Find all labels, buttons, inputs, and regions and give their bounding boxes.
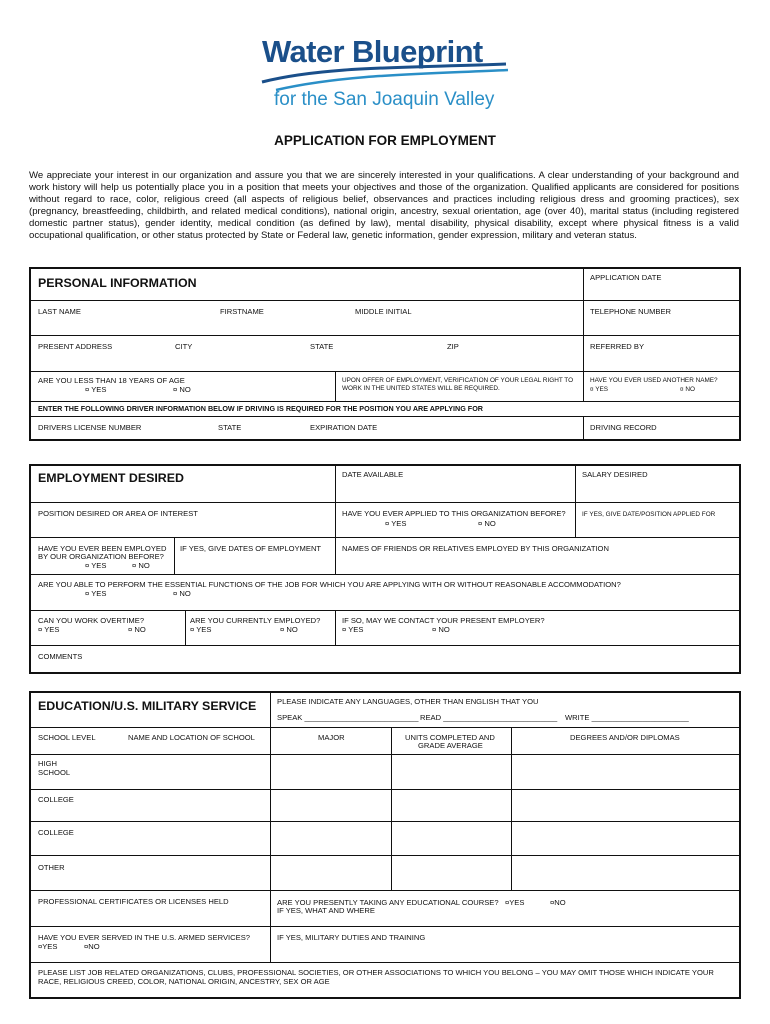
under-18-no-checkbox[interactable]: ¤ NO [173,385,191,394]
essential-yes-checkbox[interactable]: ¤ YES [85,589,107,598]
currently-employed-question: ARE YOU CURRENTLY EMPLOYED? [190,616,321,625]
expiration-date-field[interactable]: EXPIRATION DATE [310,423,378,432]
contact-employer-question: IF SO, MAY WE CONTACT YOUR PRESENT EMPLOYER? [342,616,545,625]
educational-course-no-checkbox[interactable]: ¤NO [550,898,566,907]
contact-employer-yes-checkbox[interactable]: ¤ YES [342,625,364,634]
license-state-field[interactable]: STATE [218,423,242,432]
employed-before-question-2: BY OUR ORGANIZATION BEFORE? [38,552,164,561]
position-desired-field[interactable]: POSITION DESIRED OR AREA OF INTEREST [38,509,198,518]
legal-right-note-1: UPON OFFER OF EMPLOYMENT, VERIFICATION OF YOUR LEGAL RIGHT TO [342,377,574,384]
high-school-label-1: HIGH [38,759,57,768]
under-18-question: ARE YOU LESS THAN 18 YEARS OF AGE [38,376,185,385]
overtime-no-checkbox[interactable]: ¤ NO [128,625,146,634]
other-name-yes-checkbox[interactable]: ¤ YES [590,386,609,393]
college-2-label: COLLEGE [38,828,74,837]
write-label: WRITE [565,713,590,722]
college-1-label: COLLEGE [38,795,74,804]
military-duties-field[interactable]: IF YES, MILITARY DUTIES AND TRAINING [277,933,426,942]
section-heading-personal: PERSONAL INFORMATION [38,276,197,290]
other-name-no-checkbox[interactable]: ¤ NO [680,386,695,393]
drivers-license-field[interactable]: DRIVERS LICENSE NUMBER [38,423,142,432]
major-header: MAJOR [318,733,345,742]
last-name-field[interactable]: LAST NAME [38,307,81,316]
employed-before-no-checkbox[interactable]: ¤ NO [132,561,150,570]
present-address-field[interactable]: PRESENT ADDRESS [38,342,113,351]
speak-label: SPEAK [277,713,303,722]
armed-services-question: HAVE YOU EVER SERVED IN THE U.S. ARMED SERVICES? [38,933,250,942]
driving-record-field[interactable]: DRIVING RECORD [590,423,657,432]
first-name-field[interactable]: FIRSTNAME [220,307,264,316]
read-field[interactable]: READ ___________________________ [420,713,558,722]
school-name-header: NAME AND LOCATION OF SCHOOL [128,733,255,742]
read-label: READ [420,713,442,722]
employment-dates-field[interactable]: IF YES, GIVE DATES OF EMPLOYMENT [180,544,322,553]
educational-course-details[interactable]: IF YES, WHAT AND WHERE [277,906,375,915]
other-name-question: HAVE YOU EVER USED ANOTHER NAME? [590,377,718,384]
referred-by-field[interactable]: REFERRED BY [590,342,645,351]
applied-before-no-checkbox[interactable]: ¤ NO [478,519,496,528]
armed-services-yes-checkbox[interactable]: ¤YES [38,942,58,951]
city-field[interactable]: CITY [175,342,193,351]
essential-functions-question: ARE YOU ABLE TO PERFORM THE ESSENTIAL FUNCTIONS OF THE JOB FOR WHICH YOU ARE APPLYING WITH OR WITHOUT REASONABLE ACCOMMODATION? [38,580,621,589]
armed-services-no-checkbox[interactable]: ¤NO [84,942,100,951]
essential-no-checkbox[interactable]: ¤ NO [173,589,191,598]
overtime-yes-checkbox[interactable]: ¤ YES [38,625,60,634]
zip-field[interactable]: ZIP [447,342,459,351]
languages-question: PLEASE INDICATE ANY LANGUAGES, OTHER THAN ENGLISH THAT YOU [277,697,539,706]
salary-desired-field[interactable]: SALARY DESIRED [582,470,648,479]
personal-information-section [29,267,741,441]
employed-before-question-1: HAVE YOU EVER BEEN EMPLOYED [38,544,167,553]
units-header-1: UNITS COMPLETED AND [405,733,495,742]
school-level-header: SCHOOL LEVEL [38,733,96,742]
organizations-field[interactable]: PLEASE LIST JOB RELATED ORGANIZATIONS, CLUBS, PROFESSIONAL SOCIETIES, OR OTHER ASSOCIATIONS TO WHICH YOU BELONG – YOU MAY OMIT THOSE WHICH INDICATE YOUR RACE, RELIGIOUS CREED, COLOR, NATIONAL ORIGIN, ANCESTRY, SEX OR AGE [38,968,714,986]
applied-before-yes-checkbox[interactable]: ¤ YES [385,519,407,528]
write-field[interactable]: WRITE _______________________ [565,713,689,722]
application-date-field[interactable]: APPLICATION DATE [590,273,662,282]
educational-course-question: ARE YOU PRESENTLY TAKING ANY EDUCATIONAL COURSE? [277,898,499,907]
telephone-field[interactable]: TELEPHONE NUMBER [590,307,672,316]
other-school-label: OTHER [38,863,65,872]
driver-info-note: ENTER THE FOLLOWING DRIVER INFORMATION BELOW IF DRIVING IS REQUIRED FOR THE POSITION YOU ARE APPLYING FOR [38,404,483,413]
high-school-label-2: SCHOOL [38,768,71,777]
overtime-question: CAN YOU WORK OVERTIME? [38,616,145,625]
legal-right-note-2: WORK IN THE UNITED STATES WILL BE REQUIRED. [342,385,500,392]
speak-field[interactable]: SPEAK ___________________________ [277,713,419,722]
currently-employed-no-checkbox[interactable]: ¤ NO [280,625,298,634]
currently-employed-yes-checkbox[interactable]: ¤ YES [190,625,212,634]
relatives-field[interactable]: NAMES OF FRIENDS OR RELATIVES EMPLOYED BY THIS ORGANIZATION [342,544,609,553]
comments-field[interactable]: COMMENTS [38,652,83,661]
section-heading-employment: EMPLOYMENT DESIRED [38,471,184,485]
logo-subtitle: for the San Joaquin Valley [274,89,495,110]
units-header-2: GRADE AVERAGE [418,741,483,750]
certificates-field[interactable]: PROFESSIONAL CERTIFICATES OR LICENSES HELD [38,897,229,906]
degrees-header: DEGREES AND/OR DIPLOMAS [570,733,680,742]
applied-before-question: HAVE YOU EVER APPLIED TO THIS ORGANIZATION BEFORE? [342,509,566,518]
contact-employer-no-checkbox[interactable]: ¤ NO [432,625,450,634]
under-18-yes-checkbox[interactable]: ¤ YES [85,385,107,394]
employed-before-yes-checkbox[interactable]: ¤ YES [85,561,107,570]
educational-course-yes-checkbox[interactable]: ¤YES [505,898,525,907]
date-available-field[interactable]: DATE AVAILABLE [342,470,404,479]
applied-dates-field[interactable]: IF YES, GIVE DATE/POSITION APPLIED FOR [582,511,716,518]
intro-paragraph: We appreciate your interest in our organization and assure you that we are sincerely interested in your qualifications. A clear understanding of your background and work history will help us potentially place you in a position that meets your objectives and those of the organization. Qualified applicants are considered for positions without regard to race, color, religious creed (all aspects of religious belief, observances and practices including religious dress and grooming practices), sex (pregnancy, breastfeeding, childbirth, and related medical conditions), national origin, ancestry, sexual orientation, age (over 40), marital status (including registered domestic partner status), gender identity, medical condition (as defined by law), mental disability, physical disability, except where physical fitness is a valid occupational qualification, or other status protected by State or Federal law, genetic information, gender expression, military and veteran status. [29,170,739,242]
middle-initial-field[interactable]: MIDDLE INITIAL [355,307,412,316]
state-field[interactable]: STATE [310,342,334,351]
logo-title: Water Blueprint [262,34,483,69]
page-title: APPLICATION FOR EMPLOYMENT [274,133,496,148]
section-heading-education: EDUCATION/U.S. MILITARY SERVICE [38,699,257,713]
